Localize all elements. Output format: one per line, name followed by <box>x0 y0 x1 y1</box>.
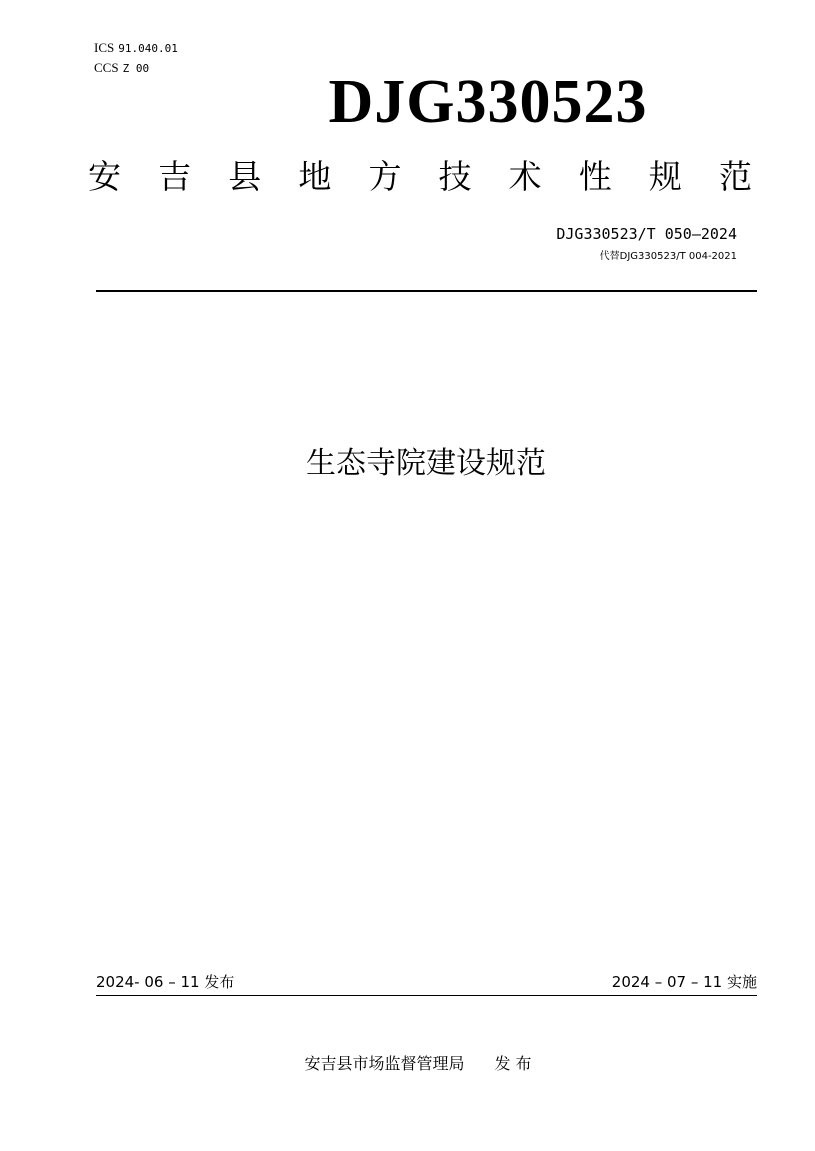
standard-code-heading: DJG330523 <box>328 68 648 136</box>
standard-type-heading <box>88 155 752 199</box>
standard-type-char: 规 <box>648 157 682 196</box>
implementation-date: 2024 – 07 – 11 实施 <box>611 973 757 991</box>
ics-value: 91.040.01 <box>118 42 178 55</box>
standard-type-char: 安 <box>88 157 121 196</box>
standard-type-char: 县 <box>228 157 262 196</box>
standard-number: DJG330523/T 050—2024 <box>556 225 737 243</box>
ccs-label: CCS <box>94 60 119 75</box>
issuer-name: 安吉县市场监督管理局 <box>304 1054 465 1073</box>
standard-type-char: 术 <box>508 157 542 196</box>
ics-label: ICS <box>94 40 115 55</box>
standard-type-char: 方 <box>368 157 402 196</box>
issue-date: 2024- 06 – 11 发布 <box>96 973 235 991</box>
standard-type-char: 技 <box>438 157 472 196</box>
standard-type-char: 地 <box>298 157 332 196</box>
standard-type-char: 性 <box>578 157 612 196</box>
ccs-line <box>94 61 149 76</box>
bottom-divider <box>96 995 757 996</box>
top-divider <box>96 290 757 292</box>
replaces-standard: 代替DJG330523/T 004-2021 <box>599 251 737 262</box>
ics-line <box>94 41 178 56</box>
issuer-line <box>0 1053 815 1075</box>
standard-type-char: 范 <box>718 157 752 196</box>
ccs-value: Z 00 <box>122 62 150 75</box>
issuer-action: 发 布 <box>494 1054 532 1073</box>
document-title: 生态寺院建设规范 <box>306 446 546 481</box>
standard-type-char: 吉 <box>158 157 192 196</box>
